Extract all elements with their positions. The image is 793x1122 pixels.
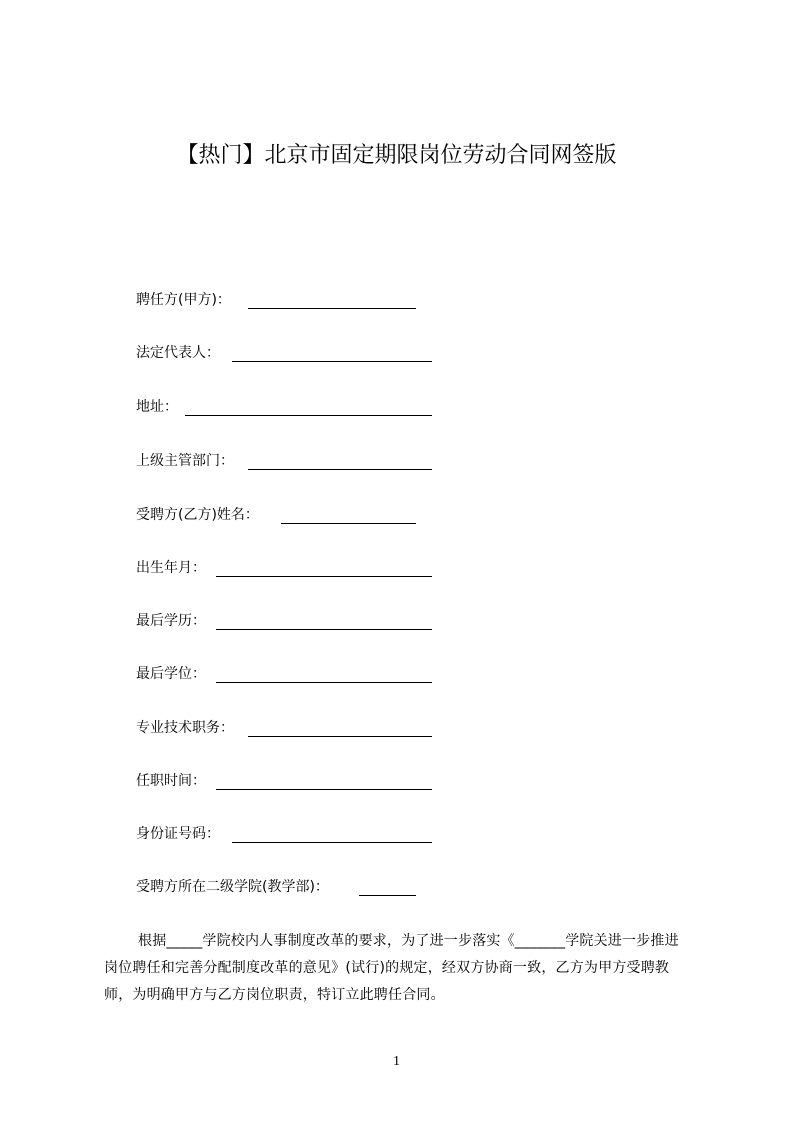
- field-secondary-college: [136, 876, 329, 898]
- document-title: 【热门】北京市固定期限岗位劳动合同网签版: [176, 143, 617, 168]
- field-legal-representative-blank-line: [232, 361, 432, 362]
- field-employer-blank-line: [248, 308, 416, 309]
- field-id-number-label: 身份证号码：: [136, 826, 220, 842]
- field-supervising-department-label: 上级主管部门：: [136, 453, 234, 469]
- field-supervising-department-blank-line: [248, 469, 432, 470]
- field-birth-date-blank-line: [216, 576, 432, 577]
- field-professional-title-blank-line: [248, 736, 432, 737]
- field-highest-degree-label: 最后学位：: [136, 666, 206, 682]
- field-employer-label: 聘任方(甲方)：: [136, 292, 231, 308]
- page-number: 1: [393, 1054, 400, 1069]
- field-supervising-department: [136, 450, 234, 472]
- field-legal-representative-label: 法定代表人：: [136, 345, 220, 361]
- field-secondary-college-blank-line: [359, 895, 416, 896]
- contract-preamble-paragraph: 根据_____学院校内人事制度改革的要求，为了进一步落实《_______学院关进一步推进岗位聘任和完善分配制度改革的意见》(试行)的规定，经双方协商一致，乙方为甲方受聘教师，为明确甲方与乙方岗位职责，特订立此聘任合同。: [104, 933, 679, 1003]
- field-employee-name-blank-line: [281, 523, 416, 524]
- field-professional-title-label: 专业技术职务：: [136, 720, 234, 736]
- field-professional-title: [136, 717, 234, 739]
- field-appointment-time: [136, 770, 206, 792]
- field-highest-education-blank-line: [216, 629, 432, 630]
- field-employee-name-label: 受聘方(乙方)姓名：: [136, 507, 259, 523]
- field-appointment-time-blank-line: [216, 789, 432, 790]
- field-id-number: [136, 823, 220, 845]
- field-secondary-college-label: 受聘方所在二级学院(教学部)：: [136, 879, 329, 895]
- field-employee-name: [136, 504, 259, 526]
- field-id-number-blank-line: [232, 842, 432, 843]
- field-birth-date-label: 出生年月：: [136, 560, 206, 576]
- field-address: [136, 396, 178, 418]
- field-birth-date: [136, 557, 206, 579]
- field-employer: [136, 289, 231, 311]
- field-highest-education: [136, 610, 206, 632]
- field-highest-degree: [136, 663, 206, 685]
- field-address-label: 地址：: [136, 399, 178, 415]
- field-highest-degree-blank-line: [216, 682, 432, 683]
- field-highest-education-label: 最后学历：: [136, 613, 206, 629]
- field-address-blank-line: [185, 415, 432, 416]
- field-legal-representative: [136, 342, 220, 364]
- field-appointment-time-label: 任职时间：: [136, 773, 206, 789]
